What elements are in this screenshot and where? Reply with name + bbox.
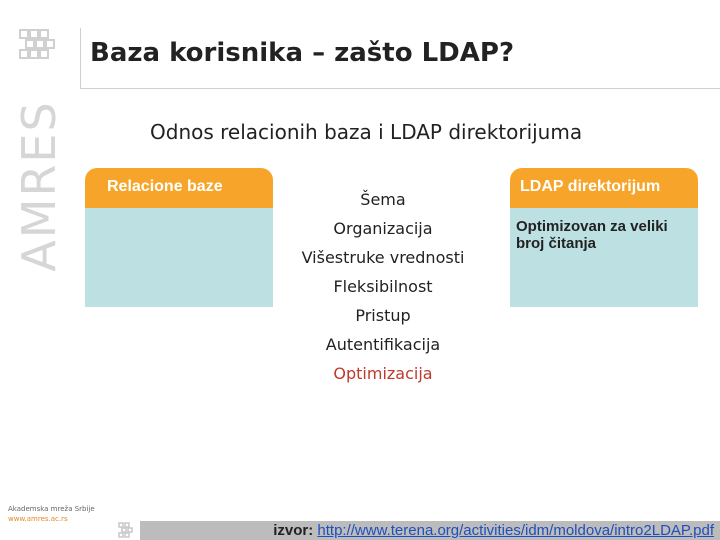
ldap-directory-panel-body: Optimizovan za veliki broj čitanja bbox=[510, 208, 698, 307]
criteria-item: Organizacija bbox=[333, 219, 433, 238]
criteria-item: Šema bbox=[360, 190, 406, 209]
relational-db-panel-header: Relacione baze bbox=[85, 168, 273, 208]
title-divider-vertical bbox=[80, 28, 81, 88]
slide-title: Baza korisnika – zašto LDAP? bbox=[90, 38, 515, 68]
source-prefix: izvor: bbox=[273, 522, 318, 539]
logo-text: AMRES bbox=[12, 100, 66, 272]
title-divider-horizontal bbox=[80, 88, 720, 89]
criteria-list bbox=[283, 185, 483, 388]
slide-subtitle: Odnos relacionih baza i LDAP direktorijuma bbox=[150, 120, 583, 144]
org-url[interactable]: www.amres.ac.rs bbox=[8, 515, 68, 523]
footer-logo-icon bbox=[118, 522, 136, 538]
criteria-item: Autentifikacija bbox=[325, 335, 441, 354]
criteria-item-highlighted: Optimizacija bbox=[333, 364, 433, 383]
ldap-directory-panel-header: LDAP direktorijum bbox=[510, 168, 698, 208]
amres-logo-wordmark bbox=[14, 96, 64, 276]
criteria-item: Višestruke vrednosti bbox=[301, 248, 465, 267]
org-name: Akademska mreža Srbije bbox=[8, 505, 95, 513]
relational-db-panel-body bbox=[85, 208, 273, 307]
source-link[interactable]: http://www.terena.org/activities/idm/moldova/intro2LDAP.pdf bbox=[317, 522, 714, 539]
criteria-item: Pristup bbox=[355, 306, 411, 325]
amres-logo-mark-icon bbox=[18, 28, 62, 68]
criteria-item: Fleksibilnost bbox=[333, 277, 433, 296]
footer-organization bbox=[8, 504, 95, 524]
relational-db-panel bbox=[85, 168, 273, 307]
source-citation bbox=[273, 521, 714, 540]
ldap-directory-panel bbox=[510, 168, 698, 307]
